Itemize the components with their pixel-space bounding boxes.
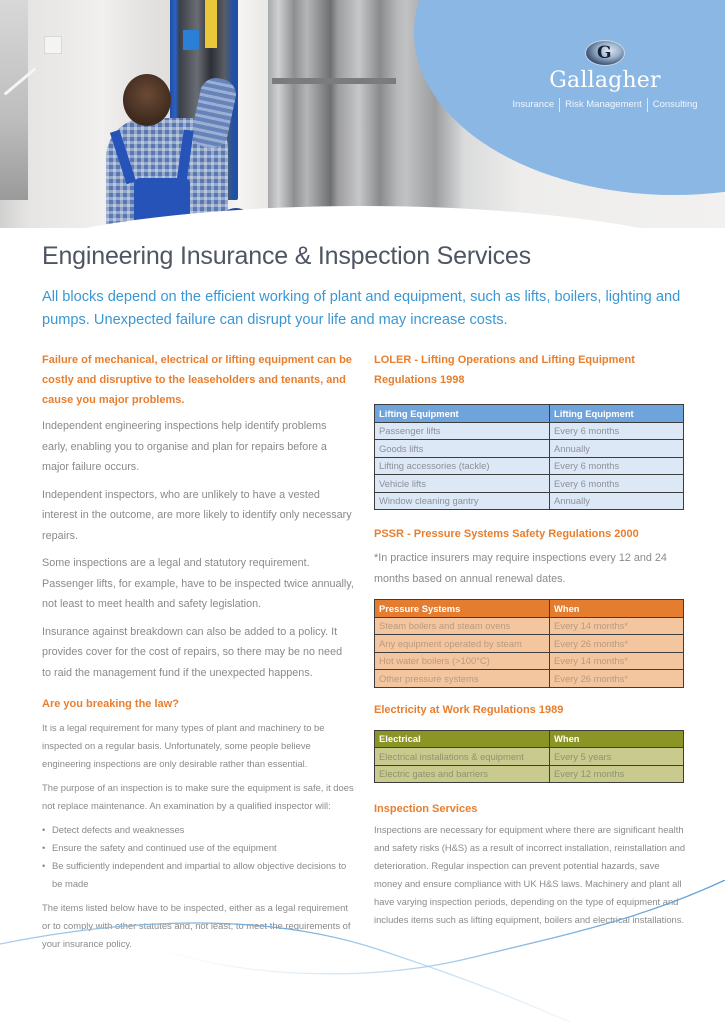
table-row — [375, 475, 684, 493]
paragraph: Some inspections are a legal and statutory requirement. Passenger lifts, for example, have to be inspected twice annually, not least to meet health and safety legislation. — [42, 557, 354, 610]
table-cell: Goods lifts — [375, 440, 550, 458]
table-cell: Every 6 months — [550, 457, 684, 475]
table-row — [375, 617, 684, 635]
inspector-duties-list — [42, 821, 354, 893]
column-header: When — [550, 730, 684, 748]
brand-name: Gallagher — [549, 68, 661, 93]
paragraph: Independent engineering inspections help identify problems early, enabling you to organise and plan for repairs before a major failure occurs. — [42, 420, 327, 473]
brand-logo — [500, 40, 710, 112]
gallagher-globe-g-icon — [585, 40, 625, 66]
brand-tagline — [500, 99, 710, 112]
closing-paragraph: The items listed below have to be inspected, either as a legal requirement or to comply with other statutes and, not least, to meet the requirements of your insurance policy. — [42, 902, 351, 949]
pssr-heading: PSSR - Pressure Systems Safety Regulations 2000 — [374, 528, 639, 540]
electricity-heading: Electricity at Work Regulations 1989 — [374, 703, 564, 716]
table-cell: Any equipment operated by steam — [375, 635, 550, 653]
engineer-head — [123, 74, 171, 126]
table-row — [375, 670, 684, 688]
table-row — [375, 422, 684, 440]
column-header: Lifting Equipment — [550, 405, 684, 423]
table-cell: Electric gates and barriers — [375, 765, 550, 783]
table-cell: Hot water boilers (>100°C) — [375, 652, 550, 670]
lede-paragraph: All blocks depend on the efficient working of plant and equipment, such as lifts, boilers, lighting and pumps. Unexpected failure can disrupt your life and may increase costs. — [42, 289, 681, 328]
table-cell: Passenger lifts — [375, 422, 550, 440]
table-cell: Every 14 months* — [550, 617, 684, 635]
law-heading: Are you breaking the law? — [42, 698, 179, 710]
left-column — [42, 350, 354, 959]
table-row — [375, 492, 684, 510]
intro-bold: Failure of mechanical, electrical or lifting equipment can be costly and disruptive to the leaseholders and tenants, and cause you major problems. — [42, 354, 352, 406]
page-title: Engineering Insurance & Inspection Services — [42, 242, 531, 270]
elevator-doors — [268, 0, 398, 222]
table-cell: Other pressure systems — [375, 670, 550, 688]
table-header-row — [375, 730, 684, 748]
table-cell: Every 12 months — [550, 765, 684, 783]
panel-component — [205, 0, 217, 48]
paragraph: Insurance against breakdown can also be added to a policy. It provides cover for the cost of repairs, so there may be no need to raid the management fund if the unexpected happens. — [42, 625, 343, 679]
table-header-row — [375, 600, 684, 618]
pssr-note: *In practice insurers may require inspections every 12 and 24 months based on annual renewal dates. — [374, 552, 667, 585]
table-cell: Electrical installations & equipment — [375, 748, 550, 766]
list-item: • Ensure the safety and continued use of the equipment — [42, 839, 354, 857]
loler-table — [374, 404, 684, 510]
pssr-table — [374, 599, 684, 688]
column-header: Electrical — [375, 730, 550, 748]
electricity-table — [374, 730, 684, 784]
table-cell: Window cleaning gantry — [375, 492, 550, 510]
table-cell: Lifting accessories (tackle) — [375, 457, 550, 475]
table-cell: Annually — [550, 492, 684, 510]
paragraph: Independent inspectors, who are unlikely to have a vested interest in the outcome, are more likely to identify only necessary repairs. — [42, 488, 352, 542]
column-header: Lifting Equipment — [375, 405, 550, 423]
table-cell: Every 6 months — [550, 475, 684, 493]
tagline-risk-management: Risk Management — [565, 99, 642, 110]
loler-heading: LOLER - Lifting Operations and Lifting Equipment Regulations 1998 — [374, 354, 635, 386]
table-cell: Every 26 months* — [550, 635, 684, 653]
panel-component — [183, 30, 199, 50]
tagline-consulting: Consulting — [652, 99, 698, 110]
table-row — [375, 440, 684, 458]
tagline-insurance: Insurance — [512, 99, 555, 110]
paragraph: It is a legal requirement for many types of plant and machinery to be inspected on a regular basis. Unfortunately, some people believe engineering inspections are only desirable rather than essential. — [42, 722, 325, 769]
table-cell: Every 6 months — [550, 422, 684, 440]
right-column — [374, 350, 686, 935]
table-cell: Annually — [550, 440, 684, 458]
column-header: Pressure Systems — [375, 600, 550, 618]
inspection-services-body: Inspections are necessary for equipment where there are significant health and safety risks (H&S) as a result of incorrect installation, reinstallation and deterioration. Regular inspection can prevent potential hazards, save money and ensure compliance with UK H&S laws. Machinery and plant all have varying inspection periods, depending on the type of equipment and includes items such as lifting equipment, boilers and electrical installations. — [374, 824, 686, 925]
staircase — [0, 0, 28, 200]
table-row — [375, 748, 684, 766]
column-header: When — [550, 600, 684, 618]
table-cell: Vehicle lifts — [375, 475, 550, 493]
table-row — [375, 765, 684, 783]
list-item: • Be sufficiently independent and impartial to allow objective decisions to be made — [42, 857, 354, 893]
wall-switch — [44, 36, 62, 54]
elevator-handrail — [272, 78, 396, 84]
table-cell: Every 5 years — [550, 748, 684, 766]
list-item: • Detect defects and weaknesses — [42, 821, 354, 839]
table-cell: Steam boilers and steam ovens — [375, 617, 550, 635]
logo-letter: G — [597, 43, 612, 63]
table-cell: Every 14 months* — [550, 652, 684, 670]
table-row — [375, 635, 684, 653]
table-row — [375, 457, 684, 475]
table-cell: Every 26 months* — [550, 670, 684, 688]
table-row — [375, 652, 684, 670]
inspection-services-heading: Inspection Services — [374, 803, 478, 815]
table-header-row — [375, 405, 684, 423]
paragraph: The purpose of an inspection is to make sure the equipment is safe, it does not replace maintenance. An examination by a qualified inspector will: — [42, 782, 354, 811]
